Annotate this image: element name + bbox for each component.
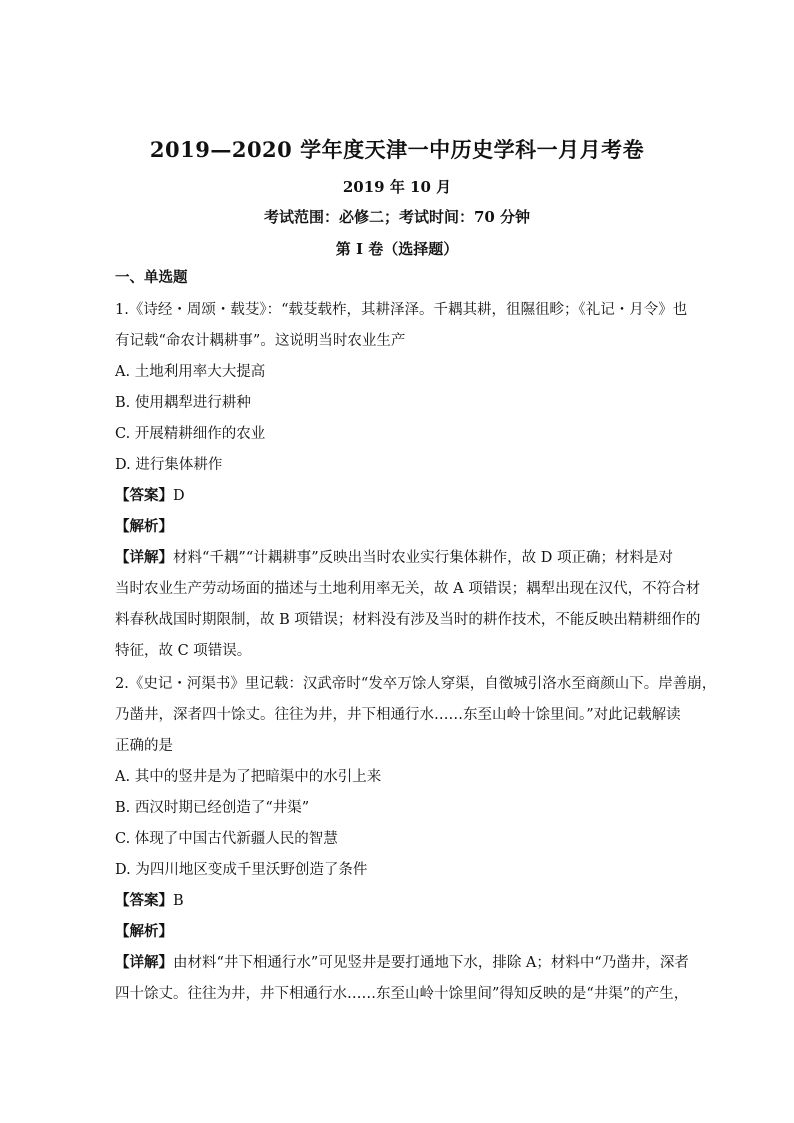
answer-value: B [173,893,184,909]
analysis-label: 【解析】 [115,923,173,940]
q1-option-c: C. 开展精耕细作的农业 [115,426,266,442]
answer-value: D [173,488,185,504]
q2-stem-line: 2.《史记・河渠书》里记载：汉武帝时“发卒万馀人穿渠，自徵城引洛水至商颜山下。岸善崩， [115,676,717,692]
detail-text: 材料“千耦”“计耦耕事”反映出当时农业实行集体耕作，故 D 项正确；材料是对 [173,550,673,566]
q1-detail-line: 料春秋战国时期限制，故 B 项错误；材料没有涉及当时的耕作技术，不能反映出精耕细作的 [115,612,701,628]
q1-detail-line [115,548,685,568]
q1-stem-line: 有记载“命农计耦耕事”。这说明当时农业生产 [115,333,406,349]
q1-option-a: A. 土地利用率大大提高 [115,364,266,380]
analysis-label: 【解析】 [115,518,173,535]
detail-label: 【详解】 [115,549,173,566]
exam-title: 2019—2020 学年度天津一中历史学科一月月考卷 [149,137,645,162]
q1-stem-line: 1.《诗经・周颂・载芟》：“载芟载柞，其耕泽泽。千耦其耕，徂隰徂畛；《礼记・月令》也 [115,302,688,318]
q2-option-d: D. 为四川地区变成千里沃野创造了条件 [115,862,368,878]
q1-detail-line: 特征，故 C 项错误。 [115,643,252,659]
q1-analysis-label [115,517,685,537]
q2-answer [115,891,685,911]
volume-heading: 第 I 卷（选择题） [335,240,459,258]
q2-stem-line: 正确的是 [115,738,173,754]
detail-label: 【详解】 [115,954,173,971]
q1-option-d: D. 进行集体耕作 [115,457,223,473]
q2-option-b: B. 西汉时期已经创造了“井渠” [115,800,310,816]
q2-option-a: A. 其中的竖井是为了把暗渠中的水引上来 [115,769,382,785]
q2-analysis-label [115,922,685,942]
detail-text: 由材料“井下相通行水”可见竖井是要打通地下水，排除 A；材料中“乃凿井，深者 [173,955,689,971]
answer-label: 【答案】 [115,487,173,504]
section-heading: 一、单选题 [115,269,188,286]
q1-detail-line: 当时农业生产劳动场面的描述与土地利用率无关，故 A 项错误；耦犁出现在汉代，不符合材 [115,581,701,597]
q2-detail-line [115,953,689,973]
q2-option-c: C. 体现了中国古代新疆人民的智慧 [115,831,338,847]
q1-option-b: B. 使用耦犁进行耕种 [115,395,251,411]
q1-answer [115,486,685,506]
q2-stem-line: 乃凿井，深者四十馀丈。往往为井，井下相通行水……东至山岭十馀里间。”对此记载解读 [115,707,681,723]
q2-detail-line: 四十馀丈。往往为井，井下相通行水……东至山岭十馀里间”得知反映的是“井渠”的产生， [115,986,689,1002]
exam-scope: 考试范围：必修二；考试时间：70 分钟 [263,208,531,226]
exam-date: 2019 年 10 月 [342,178,452,196]
answer-label: 【答案】 [115,892,173,909]
